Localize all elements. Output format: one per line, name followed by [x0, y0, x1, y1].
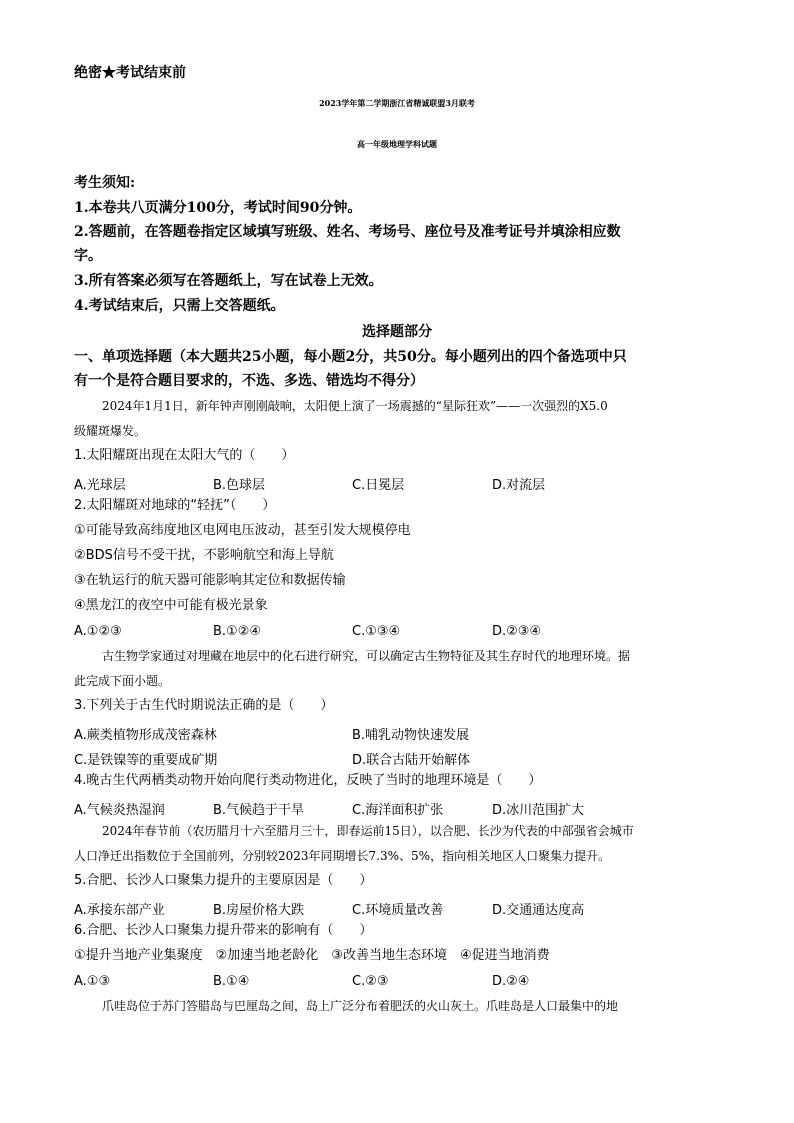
exam-title: 2023学年第二学期浙江省精诚联盟3月联考: [319, 98, 475, 108]
question-4-option-c: C.海洋面积扩张: [352, 803, 444, 818]
passage-1-line-1: 2024年1月1日，新年钟声刚刚敲响，太阳便上演了一场震撼的“星际狂欢”——一次强烈的X5.0: [102, 399, 608, 413]
question-2-statement-2: ②BDS信号不受干扰，不影响航空和海上导航: [74, 548, 334, 563]
question-2-statement-3: ③在轨运行的航天器可能影响其定位和数据传输: [74, 573, 346, 588]
question-2-statement-4: ④黑龙江的夜空中可能有极光景象: [74, 598, 268, 613]
question-2-stem: 2.太阳耀斑对地球的“轻抚”（ ）: [74, 498, 276, 513]
question-5-stem: 5.合肥、长沙人口聚集力提升的主要原因是（ ）: [74, 873, 373, 888]
section-instruction-line-2: 有一个是符合题目要求的，不选、多选、错选均不得分）: [74, 373, 424, 389]
question-2-statement-1: ①可能导致高纬度地区电网电压波动，甚至引发大规模停电: [74, 523, 411, 538]
notice-item-1: 1.本卷共八页满分100分，考试时间90分钟。: [74, 200, 362, 216]
question-1-option-b: B.色球层: [213, 478, 266, 493]
question-3-option-a: A.蕨类植物形成茂密森林: [74, 728, 217, 743]
question-4-stem: 4.晚古生代两栖类动物开始向爬行类动物进化，反映了当时的地理环境是（ ）: [74, 773, 542, 788]
notice-heading: 考生须知:: [74, 175, 136, 191]
section-title: 选择题部分: [362, 324, 432, 340]
question-5-option-d: D.交通通达度高: [492, 903, 585, 918]
confidential-label: 绝密★考试结束前: [74, 65, 186, 81]
question-3-option-b: B.哺乳动物快速发展: [352, 728, 470, 743]
question-3-option-c: C.是铁镍等的重要成矿期: [74, 753, 218, 768]
question-1-option-d: D.对流层: [492, 478, 546, 493]
question-6-option-b: B.①④: [213, 974, 250, 989]
question-6-option-c: C.②③: [352, 974, 389, 989]
passage-2-line-2: 此完成下面小题。: [74, 674, 171, 688]
question-1-stem: 1.太阳耀斑出现在太阳大气的（ ）: [74, 448, 295, 463]
question-1-option-a: A.光球层: [74, 478, 126, 493]
question-6-option-d: D.②④: [492, 974, 530, 989]
question-4-option-d: D.冰川范围扩大: [492, 803, 585, 818]
passage-3-line-2: 人口净迁出指数位于全国前列，分别较2023年同期增长7.3%、5%，指向相关地区人口聚集力提升。: [74, 849, 611, 863]
question-2-option-b: B.①②④: [213, 624, 262, 639]
notice-item-2: 2.答题前，在答题卷指定区域填写班级、姓名、考场号、座位号及准考证号并填涂相应数: [74, 224, 621, 240]
question-1-option-c: C.日冕层: [352, 478, 405, 493]
question-6-stem: 6.合肥、长沙人口聚集力提升带来的影响有（ ）: [74, 923, 373, 938]
question-2-option-a: A.①②③: [74, 624, 122, 639]
question-2-option-d: D.②③④: [492, 624, 542, 639]
passage-3-line-1: 2024年春节前（农历腊月十六至腊月三十，即春运前15日），以合肥、长沙为代表的中部强省会城市: [102, 824, 634, 838]
notice-item-2-cont: 字。: [74, 248, 102, 264]
passage-4-line-1: 爪哇岛位于苏门答腊岛与巴厘岛之间，岛上广泛分布着肥沃的火山灰土。爪哇岛是人口最集中的地: [102, 999, 619, 1013]
section-instruction-line-1: 一、单项选择题（本大题共25小题，每小题2分，共50分。每小题列出的四个备选项中只: [74, 349, 627, 365]
notice-item-4: 4.考试结束后，只需上交答题纸。: [74, 298, 285, 314]
passage-2-line-1: 古生物学家通过对埋藏在地层中的化石进行研究，可以确定古生物特征及其生存时代的地理环境。据: [102, 649, 631, 663]
question-3-option-d: D.联合古陆开始解体: [352, 753, 471, 768]
question-5-option-c: C.环境质量改善: [352, 903, 444, 918]
question-5-option-a: A.承接东部产业: [74, 903, 165, 918]
notice-item-3: 3.所有答案必须写在答题纸上，写在试卷上无效。: [74, 273, 383, 289]
exam-subtitle: 高一年级地理学科试题: [357, 139, 437, 149]
question-4-option-b: B.气候趋于干旱: [213, 803, 305, 818]
question-6-option-a: A.①③: [74, 974, 111, 989]
question-3-stem: 3.下列关于古生代时期说法正确的是（ ）: [74, 698, 334, 713]
question-5-option-b: B.房屋价格大跌: [213, 903, 305, 918]
question-2-option-c: C.①③④: [352, 624, 401, 639]
question-6-statements: ①提升当地产业集聚度 ②加速当地老龄化 ③改善当地生态环境 ④促进当地消费: [74, 948, 550, 963]
question-4-option-a: A.气候炎热湿润: [74, 803, 165, 818]
passage-1-line-2: 级耀斑爆发。: [74, 424, 147, 438]
